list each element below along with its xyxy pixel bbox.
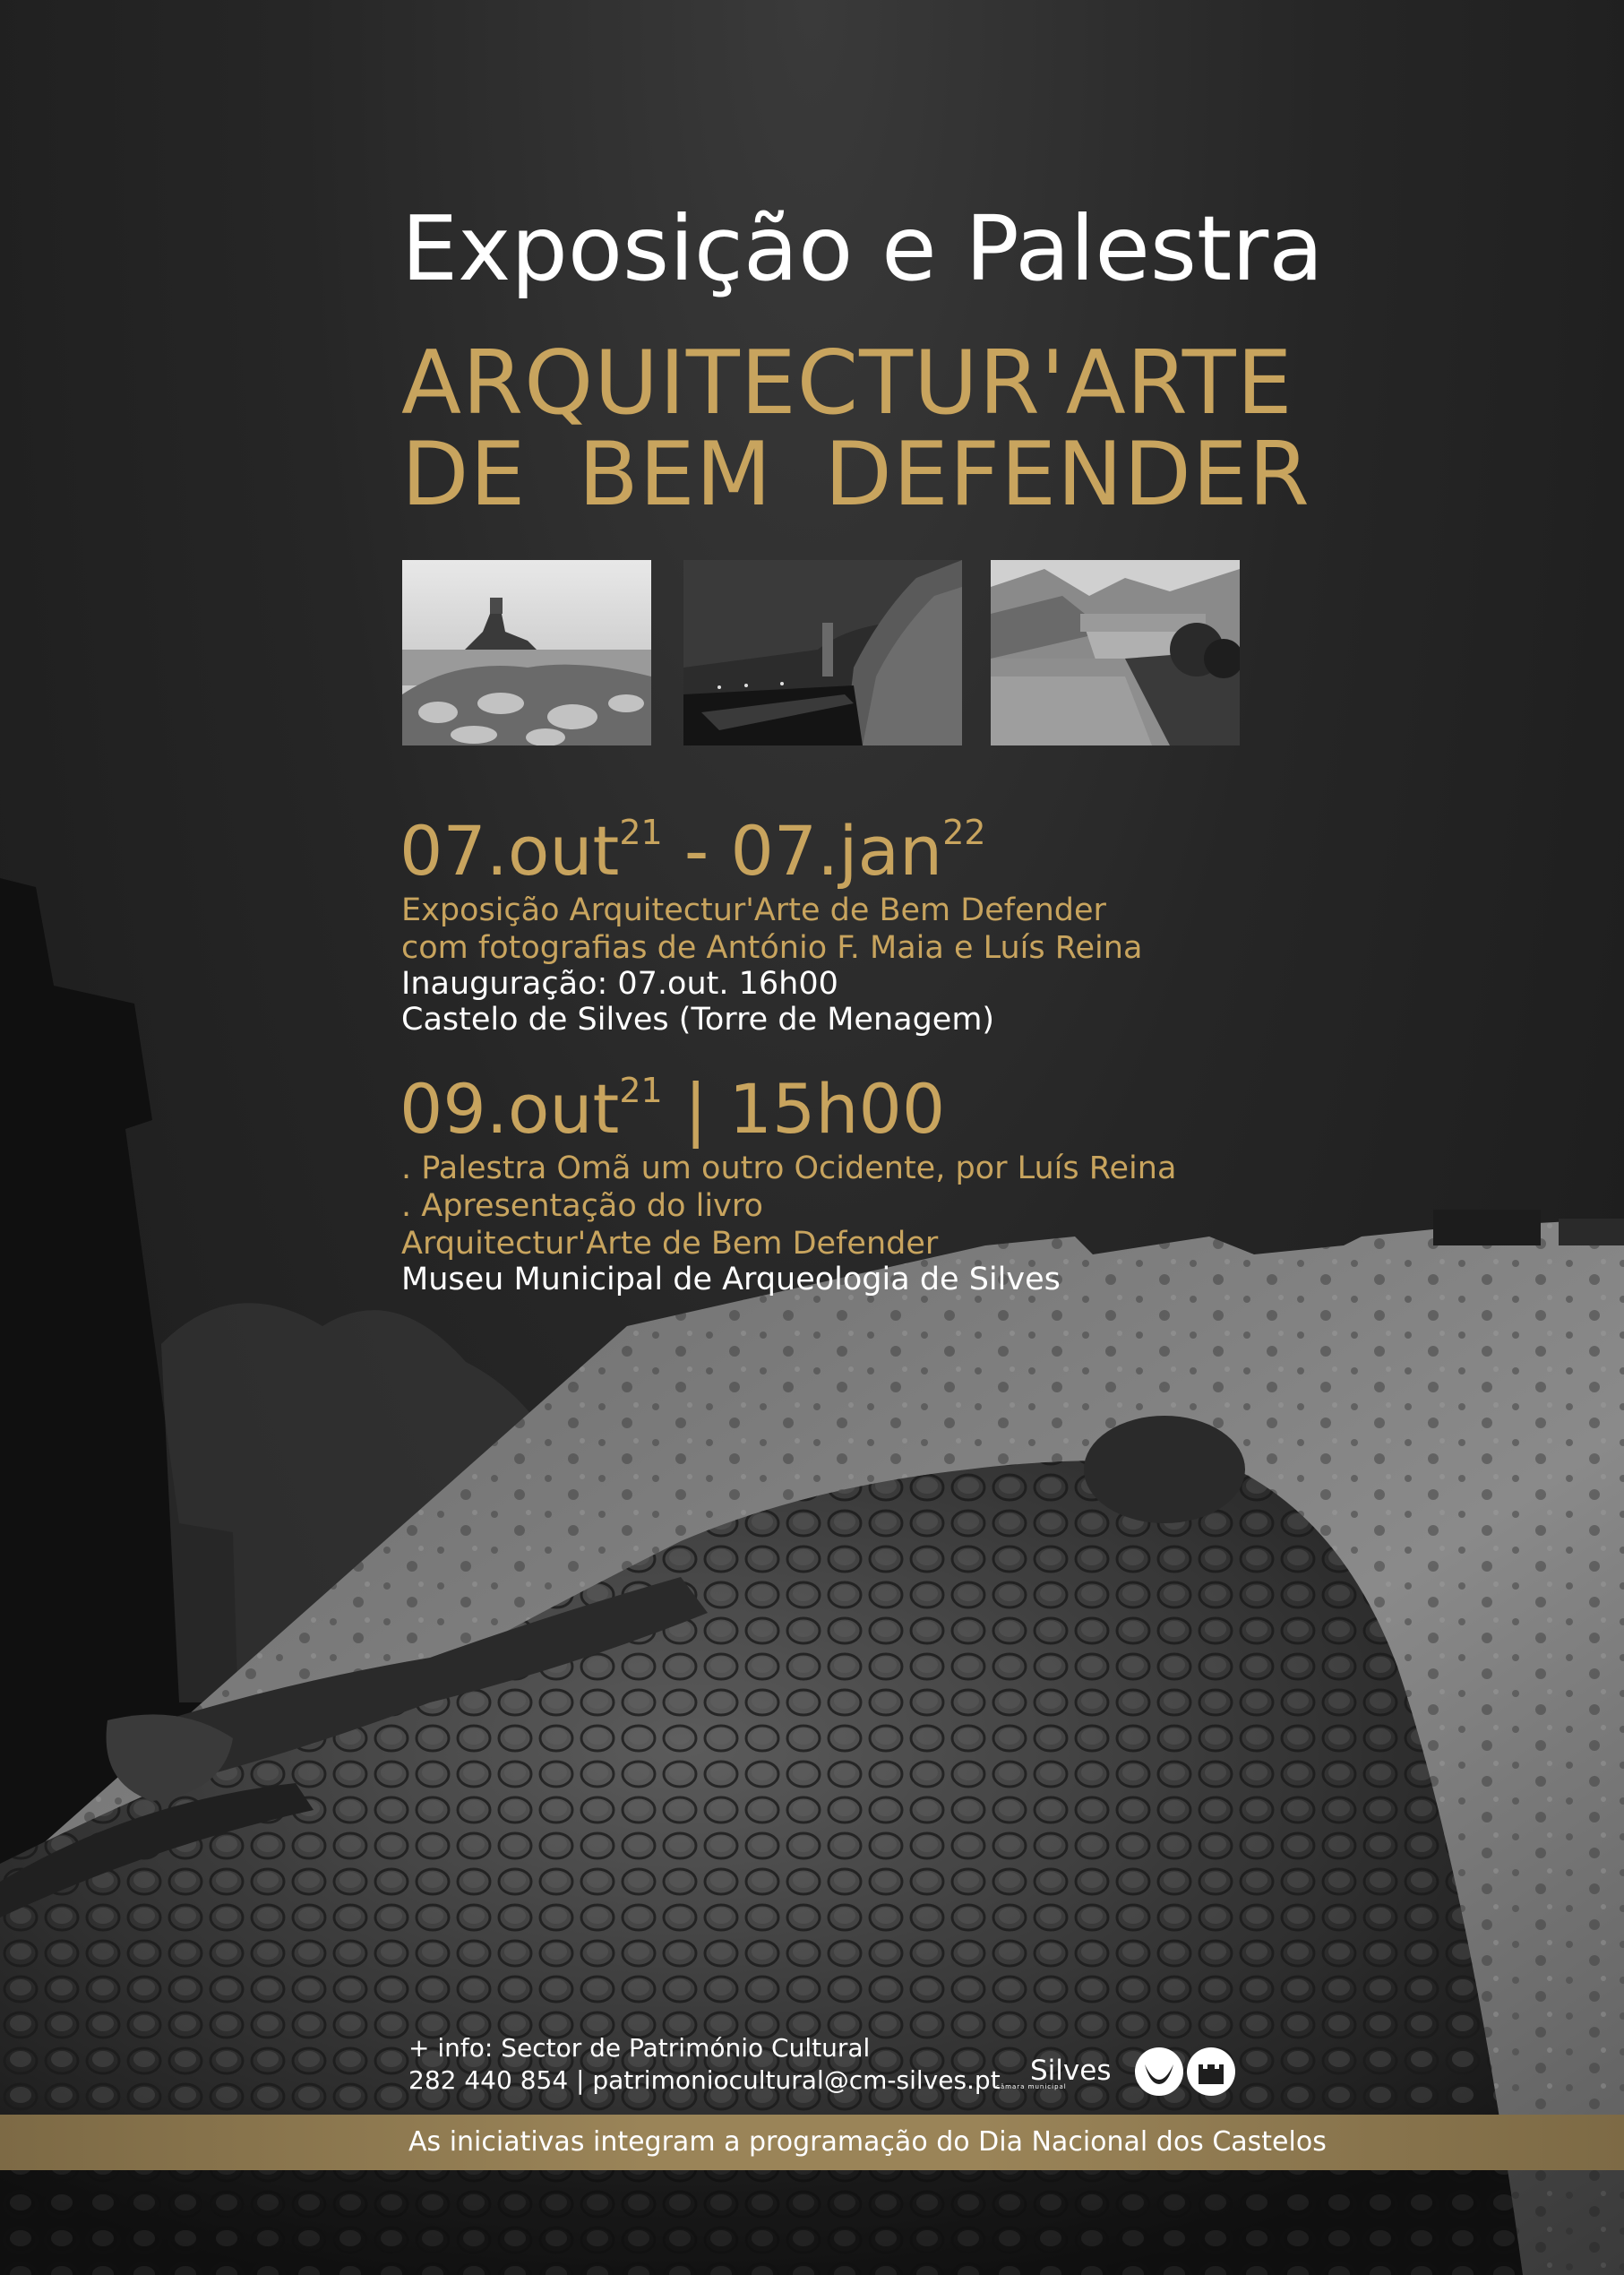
main-title — [401, 332, 1310, 526]
silves-logo-icon — [1132, 2045, 1240, 2098]
lecture-time: | 15h00 — [683, 1069, 946, 1149]
lecture-book: . Apresentação do livro — [401, 1188, 763, 1224]
exhibition-photographers: com fotografias de António F. Maia e Luís Reina — [401, 930, 1143, 966]
cliff-road-photo — [683, 560, 962, 745]
fortress-river-photo — [991, 560, 1240, 745]
exhibition-end-date: - 07.jan — [683, 811, 943, 891]
subtitle-heading: Exposição e Palestra — [401, 196, 1324, 301]
info-contact: + info: Sector de Património Cultural — [408, 2033, 871, 2063]
lecture-talk: . Palestra Omã um outro Ocidente, por Luís Reina — [401, 1150, 1177, 1186]
exhibition-end-year: 22 — [942, 813, 986, 852]
exhibition-opening: Inauguração: 07.out. 16h00 — [401, 966, 838, 1002]
exhibition-start-year: 21 — [619, 813, 663, 852]
title-line-1: ARQUITECTUR'ARTE — [401, 332, 1293, 435]
info-phone-email: 282 440 854 | patrimoniocultural@cm-silves.pt — [408, 2065, 1001, 2095]
footer-band-text: As iniciativas integram a programação do Dia Nacional dos Castelos — [408, 2126, 1327, 2158]
exhibition-title: Exposição Arquitectur'Arte de Bem Defender — [401, 892, 1106, 928]
lecture-venue: Museu Municipal de Arqueologia de Silves — [401, 1262, 1061, 1297]
title-line-2: DE BEM DEFENDER — [401, 423, 1310, 526]
coastal-fort-photo — [402, 560, 651, 745]
lecture-year: 21 — [619, 1071, 663, 1110]
lecture-book-title: Arquitectur'Arte de Bem Defender — [401, 1226, 939, 1262]
exhibition-start-date: 07.out — [400, 811, 620, 891]
lecture-date — [400, 1069, 946, 1149]
logo-subtitle: câmara municipal — [996, 2083, 1067, 2090]
footer-band — [0, 2115, 1624, 2170]
exhibition-venue: Castelo de Silves (Torre de Menagem) — [401, 1002, 995, 1038]
exhibition-dates — [400, 811, 986, 891]
lecture-day: 09.out — [400, 1069, 620, 1149]
logo-name: Silves — [1030, 2055, 1112, 2087]
